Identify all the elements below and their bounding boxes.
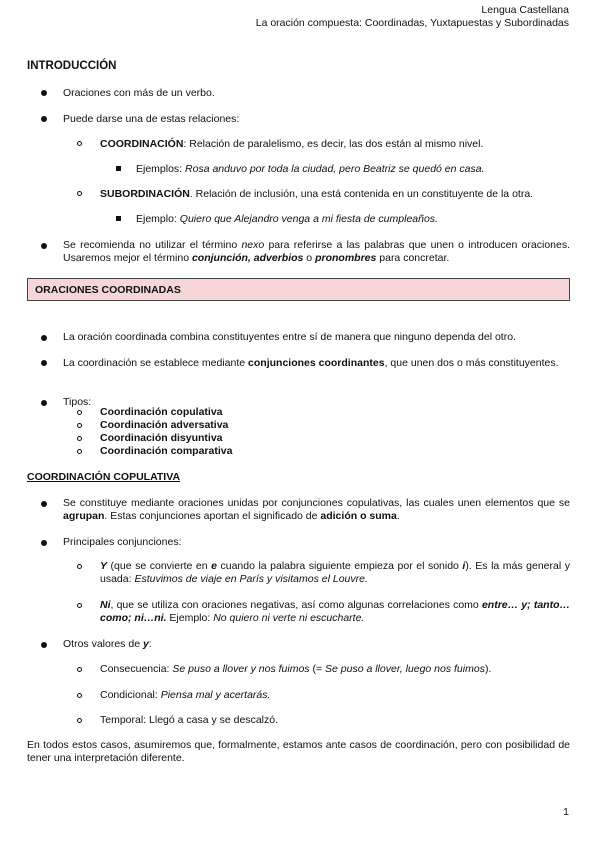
intro-bullet-1: Oraciones con más de un verbo.	[63, 87, 215, 99]
copulativa-bullet-2: Principales conjunciones:	[63, 536, 182, 548]
y-term: y	[142, 638, 149, 650]
text: cuando la palabra siguiente empieza por el sonido	[216, 560, 463, 572]
y-example: Estuvimos de viaje en París y visitamos el Louvre.	[134, 573, 368, 585]
page-number: 1	[563, 806, 569, 818]
conjuncion-y	[100, 560, 570, 586]
circle-bullet	[77, 423, 82, 428]
copulativa-title: COORDINACIÓN COPULATIVA	[27, 471, 181, 483]
text: Ejemplo:	[166, 612, 214, 624]
e-term: e	[211, 560, 217, 572]
bullet	[41, 400, 47, 406]
subordinacion-text: . Relación de inclusión, una está contenida en un constituyente de la otra.	[189, 188, 534, 200]
agrupan-term: agrupan	[63, 510, 105, 522]
text: Se recomienda no utilizar el término	[63, 239, 242, 251]
intro-bullet-3	[63, 239, 570, 265]
ni-correlations: entre… y; tanto…como; ni…ni.	[100, 599, 570, 624]
nexo-term: nexo	[241, 239, 265, 251]
coordinadas-bullet-1: La oración coordinada combina constituyentes entre sí de manera que ninguno dependa del otro.	[63, 331, 516, 343]
tipos-label: Tipos:	[63, 396, 92, 408]
section-title: ORACIONES COORDINADAS	[35, 284, 181, 296]
consecuencia-equivalent: Se puso a llover, luego nos fuimos	[325, 663, 485, 675]
valor-temporal: Temporal: Llegó a casa y se descalzó.	[100, 714, 279, 726]
example-text: Rosa anduvo por toda la ciudad, pero Beatriz se quedó en casa.	[185, 163, 485, 175]
tipo-comparativa: Coordinación comparativa	[100, 445, 233, 457]
i-term: i	[462, 560, 466, 572]
intro-title: INTRODUCCIÓN	[27, 60, 117, 72]
valor-condicional	[100, 689, 270, 702]
tipo-adversativa: Coordinación adversativa	[100, 419, 229, 431]
circle-bullet	[77, 141, 82, 146]
valor-consecuencia	[100, 663, 491, 676]
bullet	[41, 90, 47, 96]
bullet	[41, 501, 47, 507]
tipo-copulativa: Coordinación copulativa	[100, 406, 223, 418]
text: Se constituye mediante oraciones unidas por conjunciones copulativas, las cuales unen elementos que se	[63, 497, 570, 509]
coordinacion-definition	[100, 138, 483, 151]
coordinadas-bullet-2	[63, 357, 570, 370]
text: ).	[484, 663, 492, 675]
text: o	[303, 252, 316, 264]
circle-bullet	[77, 449, 82, 454]
y-term: Y	[100, 560, 108, 572]
circle-bullet	[77, 410, 82, 415]
bullet	[41, 642, 47, 648]
closing-paragraph: En todos estos casos, asumiremos que, formalmente, estamos ante casos de coordinación, pero con posibilidad de tener una interpretación diferente.	[27, 739, 570, 764]
circle-bullet	[77, 603, 82, 608]
example-label: Ejemplos:	[136, 163, 186, 175]
square-bullet	[116, 166, 121, 171]
circle-bullet	[77, 191, 82, 196]
text: (que se convierte en	[107, 560, 212, 572]
coordinacion-term: COORDINACIÓN	[100, 138, 184, 150]
text: Consecuencia:	[100, 663, 173, 675]
subordinacion-definition	[100, 188, 533, 201]
consecuencia-example: Se puso a llover y nos fuimos	[172, 663, 310, 675]
text: Condicional:	[100, 689, 161, 701]
bullet	[41, 360, 47, 366]
text: ). Es la más general y usada:	[100, 560, 570, 585]
circle-bullet	[77, 564, 82, 569]
subordinacion-term: SUBORDINACIÓN	[100, 188, 190, 200]
text: .	[396, 510, 400, 522]
conjunciones-coordinantes: conjunciones coordinantes	[248, 357, 385, 369]
circle-bullet	[77, 693, 82, 698]
adicion-term: adición o suma	[320, 510, 397, 522]
bullet	[41, 243, 47, 249]
text: Otros valores de	[63, 638, 143, 650]
bullet	[41, 540, 47, 546]
ni-example: No quiero ni verte ni escucharte.	[213, 612, 365, 624]
text: . Estas conjunciones aportan el significado de	[104, 510, 321, 522]
text: (=	[309, 663, 326, 675]
coordinacion-text: : Relación de paralelismo, es decir, las dos están al mismo nivel.	[183, 138, 484, 150]
bullet	[41, 116, 47, 122]
conjuncion-ni	[100, 599, 570, 625]
condicional-example: Piensa mal y acertarás.	[160, 689, 271, 701]
example-label: Ejemplo:	[136, 213, 180, 225]
text: , que unen dos o más constituyentes.	[384, 357, 559, 369]
circle-bullet	[77, 436, 82, 441]
square-bullet	[116, 216, 121, 221]
ni-term: Ni	[100, 599, 111, 611]
text: para referirse a las palabras que unen o introducen oraciones. Usaremos mejor el término	[63, 239, 570, 264]
circle-bullet	[77, 718, 82, 723]
text: para concretar.	[376, 252, 450, 264]
text: La coordinación se establece mediante	[63, 357, 249, 369]
example-text: Quiero que Alejandro venga a mi fiesta de cumpleaños.	[179, 213, 438, 225]
pronombres-term: pronombres	[315, 252, 377, 264]
subordinacion-example	[136, 213, 438, 226]
text: , que se utiliza con oraciones negativas, así como algunas correlaciones como	[110, 599, 482, 611]
header-topic: La oración compuesta: Coordinadas, Yuxtapuestas y Subordinadas	[255, 17, 569, 29]
copulativa-bullet-1	[63, 497, 570, 523]
circle-bullet	[77, 667, 82, 672]
coordinacion-example	[136, 163, 484, 176]
text: :	[148, 638, 152, 650]
tipo-disyuntiva: Coordinación disyuntiva	[100, 432, 223, 444]
intro-bullet-2: Puede darse una de estas relaciones:	[63, 113, 240, 125]
conjuncion-terms: conjunción, adverbios	[191, 252, 304, 264]
section-header-bar	[27, 278, 570, 301]
copulativa-bullet-3	[63, 638, 152, 651]
bullet	[41, 335, 47, 341]
header-subject: Lengua Castellana	[481, 4, 569, 16]
